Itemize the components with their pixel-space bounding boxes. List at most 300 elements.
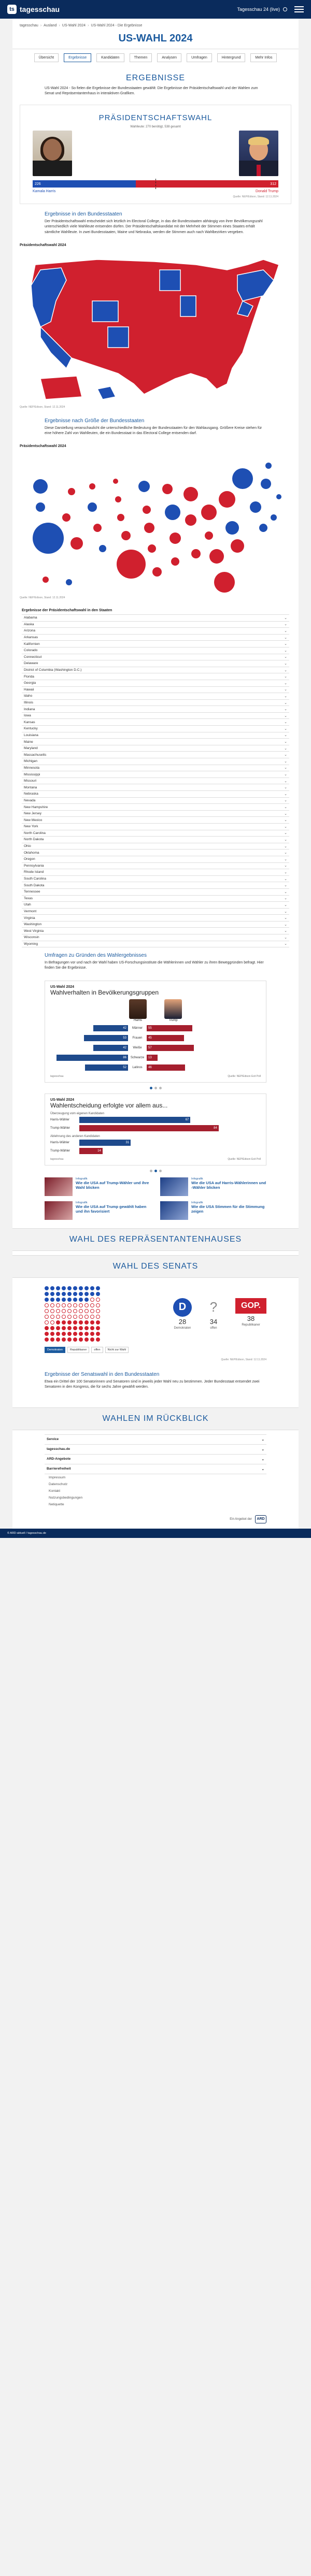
senate-seat xyxy=(84,1286,89,1290)
senate-seat xyxy=(79,1315,83,1319)
state-name: Delaware xyxy=(24,661,38,666)
carousel-dots-2[interactable] xyxy=(12,1170,299,1172)
tagesschau-icon: ts xyxy=(7,5,17,14)
chevron-down-icon: ⌄ xyxy=(284,851,287,855)
state-name: Maine xyxy=(24,740,33,744)
senate-seat xyxy=(50,1286,54,1290)
chevron-down-icon: ⌄ xyxy=(284,733,287,738)
state-accordion-item[interactable] xyxy=(22,837,289,843)
footer-nav-item[interactable] xyxy=(45,1455,266,1464)
senate-seat xyxy=(50,1315,54,1319)
breadcrumb: tagesschau › Ausland › US-Wahl 2024 › US-Wahl 2024 - Die Ergebnisse xyxy=(20,24,143,27)
bubble-sdakota xyxy=(115,496,121,502)
state-minnesota xyxy=(160,270,180,291)
footer-nav-label: Service xyxy=(47,1437,59,1441)
demo-row xyxy=(50,1063,261,1072)
chevron-down-icon: ⌄ xyxy=(284,870,287,874)
chevron-down-icon: ⌄ xyxy=(284,773,287,777)
demo-row xyxy=(50,1054,261,1062)
chevron-down-icon: ⌄ xyxy=(284,740,287,744)
state-name: Hawaii xyxy=(24,687,34,692)
senate-seat xyxy=(73,1337,77,1342)
motivation-value: 14 xyxy=(97,1149,101,1153)
senate-legend-item[interactable]: Republikaner xyxy=(67,1347,89,1353)
state-name: Rhode Island xyxy=(24,870,44,874)
senate-seat xyxy=(84,1326,89,1330)
bubble-ohio xyxy=(201,505,217,520)
state-accordion-item[interactable] xyxy=(22,615,289,622)
carousel-dots[interactable] xyxy=(12,1087,299,1089)
survey-body: In Befragungen vor und nach der Wahl haben US-Forschungsinstitute die Wählerinnen und Wähler zu ihren Beweggründen befragt. Hier finden Sie die Ergebnisse. xyxy=(45,961,264,970)
bubble-pennsylvania xyxy=(219,491,235,508)
senate-seat xyxy=(96,1286,100,1290)
teaser-text xyxy=(76,1177,151,1196)
senate-text xyxy=(12,1366,299,1395)
state-accordion-item[interactable] xyxy=(22,647,289,654)
chevron-down-icon: ⌄ xyxy=(261,1457,264,1461)
state-accordion-item[interactable] xyxy=(22,687,289,694)
senate-seat xyxy=(90,1326,94,1330)
bubble-missouri xyxy=(144,523,154,533)
teaser-grid xyxy=(12,1173,299,1224)
senate-seat xyxy=(96,1315,100,1319)
state-accordion-item[interactable] xyxy=(22,745,289,752)
dem-party xyxy=(173,1298,192,1330)
senate-seat xyxy=(84,1332,89,1336)
dem-ev-bar: 226 xyxy=(33,180,136,188)
copyright: © ARD-aktuell / tagesschau.de xyxy=(7,1531,46,1535)
state-accordion-item[interactable] xyxy=(22,830,289,837)
state-hawaii xyxy=(97,386,116,399)
state-name: West Virginia xyxy=(24,929,44,933)
state-accordion-item[interactable] xyxy=(22,706,289,713)
senate-seat xyxy=(96,1320,100,1325)
live-link[interactable] xyxy=(237,7,287,12)
state-accordion-item[interactable] xyxy=(22,934,289,941)
state-accordion-item[interactable] xyxy=(22,915,289,922)
dot-2 xyxy=(154,1087,157,1089)
state-accordion-item[interactable] xyxy=(22,667,289,674)
state-accordion-item[interactable] xyxy=(22,758,289,765)
dem-name: Kamala Harris xyxy=(33,190,56,194)
bubble-hawaii xyxy=(66,579,72,585)
footer-nav-label: tagesschau.de xyxy=(47,1447,70,1451)
survey-text xyxy=(12,947,299,976)
question-icon: ? xyxy=(209,1299,218,1315)
bubble-washington xyxy=(33,479,48,494)
bubble-mississippi xyxy=(171,557,179,566)
candidate-names xyxy=(20,189,291,193)
widget2-footer xyxy=(50,1158,261,1161)
senate-body: Etwa ein Drittel der 100 Senatorinnen und Senatoren sind in jeweils jeder Wahl neu zu bestimmen. Jeder Bundesstaat entsendet zwei Senatoren in den Kongress, die für sechs Jahre gewählt werden. xyxy=(45,1379,260,1389)
footer-nav-item[interactable] xyxy=(45,1464,266,1474)
state-accordion-item[interactable] xyxy=(22,739,289,745)
motivation-row xyxy=(50,1125,261,1132)
state-accordion-item[interactable] xyxy=(22,882,289,889)
senate-seat xyxy=(50,1320,54,1325)
state-accordion-item[interactable] xyxy=(22,798,289,804)
trump-value: 46 xyxy=(148,1066,152,1069)
harris-bar xyxy=(93,1025,128,1031)
bubble-ncarolina xyxy=(231,539,244,553)
subnav-tab[interactable]: Kandidaten xyxy=(96,53,124,62)
demo-label: Latinos xyxy=(132,1066,143,1069)
teaser-title: Wie die USA Stimmen für die Stimmung zeigen xyxy=(191,1204,265,1214)
chevron-down-icon: ⌄ xyxy=(261,1447,264,1451)
footer-nav-label: Barrierefreiheit xyxy=(47,1466,71,1471)
senate-seat xyxy=(56,1320,60,1325)
state-accordion-item[interactable] xyxy=(22,824,289,830)
state-new-mexico xyxy=(108,327,129,348)
senate-legend-item[interactable]: Nicht zur Wahl xyxy=(105,1347,129,1353)
widget2-brand: tagesschau xyxy=(50,1157,64,1161)
chevron-down-icon: ⌄ xyxy=(284,759,287,764)
senate-seat xyxy=(73,1315,77,1319)
footer-nav-item[interactable] xyxy=(45,1488,266,1494)
chevron-down-icon: ⌄ xyxy=(284,779,287,783)
footer-nav-item[interactable] xyxy=(45,1435,266,1445)
survey-heading: Umfragen zu Gründen des Wahlergebnisses xyxy=(45,953,147,959)
senate-seat xyxy=(79,1298,83,1302)
bubble-maine xyxy=(265,463,272,469)
senate-seat xyxy=(73,1309,77,1313)
chevron-down-icon: ⌄ xyxy=(284,701,287,705)
bubble-arizona xyxy=(70,537,83,550)
footer-nav-item[interactable] xyxy=(45,1474,266,1481)
state-accordion-item[interactable] xyxy=(22,863,289,870)
subnav-tab[interactable]: Ergebnisse xyxy=(64,53,91,62)
rep-name: Donald Trump xyxy=(256,190,278,194)
harris-bar xyxy=(93,1045,128,1051)
trump-value: 45 xyxy=(148,1036,152,1040)
teaser-card[interactable] xyxy=(160,1201,266,1220)
chevron-down-icon: ⌄ xyxy=(284,884,287,888)
state-accordion-item[interactable] xyxy=(22,850,289,856)
bubble-tennessee xyxy=(169,533,181,544)
demo-label: Weiße xyxy=(133,1046,142,1049)
state-accordion-item[interactable] xyxy=(22,791,289,798)
senate-seat xyxy=(84,1292,89,1296)
president-card xyxy=(20,105,291,204)
breadcrumb-item[interactable]: US-Wahl 2024 xyxy=(62,24,86,27)
state-name: South Carolina xyxy=(24,877,46,881)
senate-seat xyxy=(79,1309,83,1313)
state-name: Nebraska xyxy=(24,792,38,796)
chevron-down-icon: ⌄ xyxy=(284,649,287,653)
dot-2 xyxy=(154,1170,157,1172)
bubble-delaware xyxy=(271,514,277,521)
state-accordion-item[interactable] xyxy=(22,700,289,707)
breadcrumb-item[interactable]: Ausland xyxy=(44,24,57,27)
teaser-kicker: Infografik xyxy=(191,1201,203,1204)
dem-label: Demokraten xyxy=(174,1326,191,1330)
us-map-svg xyxy=(20,249,291,405)
teaser-card[interactable] xyxy=(160,1177,266,1196)
breadcrumb-item[interactable]: tagesschau xyxy=(20,24,38,27)
bubble-rhodeisland xyxy=(276,494,281,499)
state-colorado xyxy=(92,301,118,322)
bubble-utah xyxy=(93,524,102,532)
state-name: Oregon xyxy=(24,857,35,861)
footer-nav-item[interactable] xyxy=(45,1445,266,1455)
state-accordion-item[interactable] xyxy=(22,628,289,635)
demo-left xyxy=(50,1045,128,1051)
state-name: Iowa xyxy=(24,714,31,718)
senate-seat xyxy=(90,1286,94,1290)
chevron-down-icon: ⌄ xyxy=(284,910,287,914)
state-accordion-item[interactable] xyxy=(22,641,289,647)
demo-row xyxy=(50,1034,261,1042)
senate-seat xyxy=(67,1286,72,1290)
harris-thumb xyxy=(129,999,147,1019)
senate-seat xyxy=(90,1332,94,1336)
widget-brand: tagesschau xyxy=(50,1074,64,1078)
bubble-california xyxy=(33,523,64,554)
state-name: Michigan xyxy=(24,759,38,764)
state-name: Louisiana xyxy=(24,733,38,737)
review-section-title: WAHLEN IM RÜCKBLICK xyxy=(12,1407,299,1430)
senate-seat xyxy=(62,1309,66,1313)
state-accordion-item[interactable] xyxy=(22,922,289,928)
widget-kicker: US-Wahl 2024 xyxy=(50,985,75,989)
state-name: Illinois xyxy=(24,701,34,704)
state-list-title: Ergebnisse der Präsidentschaftswahl in den Staaten xyxy=(22,608,112,612)
states-heading: Ergebnisse in den Bundesstaaten xyxy=(45,211,122,218)
subnav-tab[interactable]: Übersicht xyxy=(34,53,59,62)
senate-seat xyxy=(84,1309,89,1313)
state-accordion-item[interactable] xyxy=(22,771,289,778)
state-accordion-item[interactable] xyxy=(22,654,289,661)
teaser-card[interactable] xyxy=(45,1201,151,1220)
senate-seat xyxy=(90,1309,94,1313)
bubble-newmexico xyxy=(99,545,106,552)
teaser-image xyxy=(45,1201,73,1220)
state-accordion-item[interactable] xyxy=(22,902,289,909)
senate-legend-item[interactable]: Demokraten xyxy=(45,1347,65,1353)
state-accordion-item[interactable] xyxy=(22,732,289,739)
bubble-map[interactable] xyxy=(12,450,299,595)
teaser-image xyxy=(45,1177,73,1196)
ard-text: Ein Angebot der xyxy=(230,1517,252,1521)
state-accordion-item[interactable] xyxy=(22,856,289,863)
subnav-tab[interactable]: Analysen xyxy=(157,53,181,62)
footer-nav-item[interactable] xyxy=(45,1494,266,1501)
ard-logo[interactable]: ARD xyxy=(255,1515,266,1523)
motivation-row xyxy=(50,1139,261,1146)
demo-right xyxy=(147,1025,224,1031)
map-title: Präsidentschaftswahl 2024 xyxy=(20,243,66,247)
results-title: ERGEBNISSE xyxy=(125,74,186,82)
state-accordion-item[interactable] xyxy=(22,909,289,915)
state-accordion-item[interactable] xyxy=(22,889,289,896)
senate-seat xyxy=(45,1332,49,1336)
state-accordion-item[interactable] xyxy=(22,896,289,902)
state-accordion-item[interactable] xyxy=(22,660,289,667)
candidates xyxy=(20,128,291,178)
chevron-down-icon: ⌄ xyxy=(284,786,287,790)
state-name: District of Columbia (Washington D.C.) xyxy=(24,668,82,672)
state-name: Wisconsin xyxy=(24,936,39,940)
senate-seat xyxy=(56,1286,60,1290)
chevron-down-icon: ⌄ xyxy=(284,688,287,692)
state-accordion-item[interactable] xyxy=(22,765,289,772)
rep-label: Republikaner xyxy=(242,1323,260,1327)
gop-icon: GOP. xyxy=(235,1298,266,1314)
chevron-down-icon: ⌄ xyxy=(284,799,287,803)
president-subtitle: Wahlleute: 270 benötigt, 538 gesamt xyxy=(130,125,181,129)
demo-right xyxy=(147,1045,224,1051)
widget-footer xyxy=(50,1075,261,1078)
bubble-idaho xyxy=(68,488,75,495)
state-name: Tennessee xyxy=(24,890,40,894)
senate-seat xyxy=(56,1326,60,1330)
chevron-down-icon: ⌄ xyxy=(284,753,287,757)
chevron-down-icon: ⌄ xyxy=(284,642,287,646)
chevron-down-icon: ⌄ xyxy=(284,655,287,659)
dot-1 xyxy=(150,1087,152,1089)
chevron-down-icon: ⌄ xyxy=(284,805,287,809)
state-accordion-item[interactable] xyxy=(22,680,289,687)
trump-bar xyxy=(147,1055,158,1061)
state-accordion-item[interactable] xyxy=(22,752,289,758)
state-accordion-item[interactable] xyxy=(22,622,289,628)
state-accordion-item[interactable] xyxy=(22,843,289,850)
subnav-tab[interactable]: Themen xyxy=(130,53,152,62)
teaser-title: Wie die USA auf Trump-Wähler und ihre Wahl blicken xyxy=(76,1180,149,1190)
state-accordion-item[interactable] xyxy=(22,876,289,883)
footer-nav-item[interactable] xyxy=(45,1501,266,1508)
motivation-value: 31 xyxy=(125,1141,130,1144)
senate-legend-item[interactable]: offen xyxy=(91,1347,103,1353)
state-accordion-item[interactable] xyxy=(22,673,289,680)
chevron-down-icon: ⌄ xyxy=(284,661,287,666)
senate-seat xyxy=(50,1332,54,1336)
subnav-tab[interactable]: Mehr Infos xyxy=(250,53,277,62)
harris-value: 53 xyxy=(123,1036,126,1040)
rep-seats: 38 xyxy=(247,1314,255,1322)
senate-seat xyxy=(45,1326,49,1330)
hamburger-menu-icon[interactable] xyxy=(294,6,304,12)
state-accordion-item[interactable] xyxy=(22,635,289,641)
chevron-down-icon: ⌄ xyxy=(284,857,287,861)
motivation-label: Harris-Wähler xyxy=(50,1141,70,1144)
senate-seat xyxy=(90,1303,94,1307)
senate-seat xyxy=(90,1320,94,1325)
state-accordion-item[interactable] xyxy=(22,811,289,817)
state-illinois xyxy=(180,296,196,316)
open-party xyxy=(204,1298,223,1330)
bubble-maryland xyxy=(259,524,267,532)
state-name: New Mexico xyxy=(24,818,43,822)
senate-seat xyxy=(67,1292,72,1296)
motivation-bar xyxy=(79,1148,103,1154)
teaser-card[interactable] xyxy=(45,1177,151,1196)
senate-seat xyxy=(62,1286,66,1290)
state-name: South Dakota xyxy=(24,883,45,887)
senate-seat xyxy=(45,1298,49,1302)
state-name: Massachusetts xyxy=(24,753,47,757)
senate-seat xyxy=(84,1298,89,1302)
trump-label: Trump xyxy=(168,1018,178,1022)
trump-bar xyxy=(147,1025,192,1031)
live-icon xyxy=(283,7,287,11)
state-name: North Carolina xyxy=(24,831,46,835)
us-results-map[interactable] xyxy=(12,249,299,405)
senate-seat xyxy=(79,1326,83,1330)
motivation-label: Trump-Wähler xyxy=(50,1126,70,1130)
footer-nav-label: Nutzungsbedingungen xyxy=(49,1495,83,1500)
motivation-widget xyxy=(45,1093,266,1165)
state-accordion-item[interactable] xyxy=(22,869,289,876)
state-accordion-item[interactable] xyxy=(22,784,289,791)
trump-value: 13 xyxy=(148,1056,152,1059)
state-name: Idaho xyxy=(24,694,33,698)
senate-seat xyxy=(79,1320,83,1325)
footer-nav-label: Impressum xyxy=(49,1475,66,1479)
chevron-down-icon: ⌄ xyxy=(284,825,287,829)
bubble-indiana xyxy=(185,514,196,526)
state-accordion-item[interactable] xyxy=(22,713,289,719)
state-accordion-item[interactable] xyxy=(22,693,289,700)
teaser-title: Wie die USA auf Trump gewählt haben und ihn favorisiert xyxy=(76,1204,147,1214)
header-actions xyxy=(237,6,304,12)
senate-seat xyxy=(73,1332,77,1336)
chevron-down-icon: ⌄ xyxy=(284,864,287,868)
state-accordion-item[interactable] xyxy=(22,941,289,948)
bubble-texas xyxy=(117,550,146,579)
state-accordion-item[interactable] xyxy=(22,804,289,811)
senate-seat xyxy=(90,1298,94,1302)
state-accordion-item[interactable] xyxy=(22,726,289,732)
subnav-tab[interactable]: Hintergrund xyxy=(217,53,246,62)
senate-seat xyxy=(84,1315,89,1319)
size-body: Diese Darstellung veranschaulicht die unterschiedliche Bedeutung der Bundesstaaten für den Wahlausgang. Größere Kreise stehen für eine höhere Zahl von Wahlleuten, die ein Bundesstaat in das Electoral College entsenden darf. xyxy=(45,426,262,435)
chevron-down-icon: ⌄ xyxy=(284,897,287,901)
bubble-group xyxy=(33,463,281,593)
bubble-alaska xyxy=(43,577,49,583)
page-content xyxy=(12,19,299,1529)
senate-seat xyxy=(62,1326,66,1330)
bubble-newjersey xyxy=(250,501,261,513)
state-name: Arkansas xyxy=(24,636,38,640)
senate-section-title: WAHL DES SENATS xyxy=(12,1255,299,1278)
footer-nav-label: Netiquette xyxy=(49,1502,64,1506)
state-name: New Hampshire xyxy=(24,805,48,809)
chevron-down-icon: ⌄ xyxy=(284,916,287,920)
footer-nav-item[interactable] xyxy=(45,1481,266,1488)
teaser-image xyxy=(160,1177,188,1196)
motivation-value: 67 xyxy=(185,1118,189,1121)
subnav-tab[interactable]: Umfragen xyxy=(187,53,212,62)
footer-nav xyxy=(45,1434,266,1508)
chevron-down-icon: ⌄ xyxy=(261,1437,264,1442)
senate-seat xyxy=(79,1292,83,1296)
motivation-row xyxy=(50,1147,261,1155)
state-accordion-item[interactable] xyxy=(22,778,289,785)
senate-seat xyxy=(73,1303,77,1307)
chevron-down-icon: ⌄ xyxy=(284,681,287,685)
senate-seat xyxy=(50,1303,54,1307)
state-name: New Jersey xyxy=(24,812,41,816)
bubble-iowa xyxy=(143,506,151,514)
demo-label: Frauen xyxy=(132,1036,143,1040)
senate-seat xyxy=(84,1320,89,1325)
senate-seat xyxy=(67,1309,72,1313)
brand-logo[interactable] xyxy=(7,5,60,14)
state-accordion-item[interactable] xyxy=(22,817,289,824)
state-accordion-item[interactable] xyxy=(22,719,289,726)
state-accordion-item[interactable] xyxy=(22,928,289,934)
